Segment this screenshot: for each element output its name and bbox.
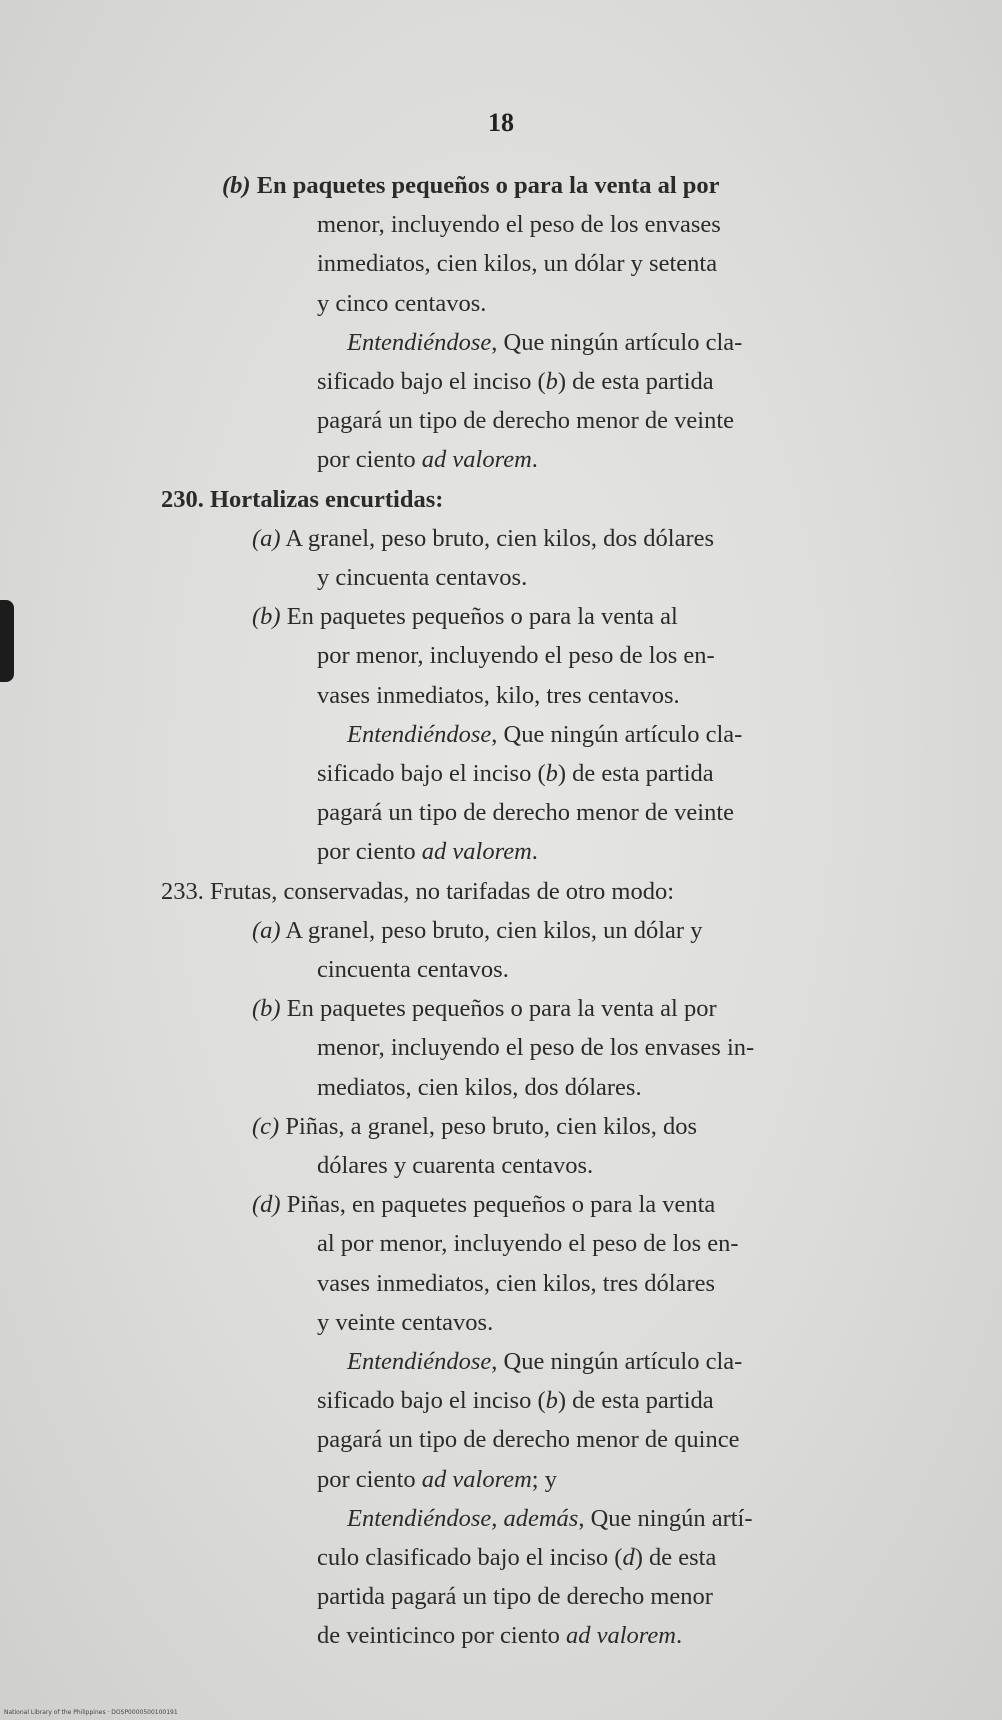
- text-segment: , Que ningún artículo cla-: [491, 329, 743, 356]
- text-segment: culo clasificado bajo el inciso (: [317, 1544, 623, 1571]
- text-segment: ad valorem: [566, 1622, 676, 1649]
- text-segment: (a): [252, 525, 281, 552]
- text-segment: de veinticinco por ciento: [317, 1622, 566, 1649]
- page-number: 18: [488, 108, 514, 137]
- text-line: [252, 995, 717, 1023]
- text-line: [252, 1113, 697, 1141]
- text-segment: (c): [252, 1113, 280, 1140]
- text-line: [317, 446, 538, 474]
- text-segment: En paquetes pequeños o para la venta al: [280, 603, 678, 630]
- text-segment: A granel, peso bruto, cien kilos, dos dólares: [280, 525, 715, 552]
- text-line: [347, 1505, 753, 1533]
- text-segment: A granel, peso bruto, cien kilos, un dólar y: [280, 917, 703, 944]
- text-segment: Entendiéndose: [347, 1348, 492, 1375]
- text-segment: y cinco centavos.: [317, 290, 487, 317]
- text-segment: inmediatos, cien kilos, un dólar y setenta: [317, 250, 718, 277]
- text-segment: mediatos, cien kilos, dos dólares.: [317, 1074, 642, 1101]
- text-segment: ) de esta partida: [557, 760, 714, 787]
- text-segment: (d): [252, 1191, 281, 1218]
- text-segment: sificado bajo el inciso (: [317, 368, 546, 395]
- text-segment: .: [531, 838, 538, 865]
- text-segment: En paquetes pequeños o para la venta al por: [280, 995, 717, 1022]
- text-line: [317, 1230, 739, 1258]
- text-segment: al por menor, incluyendo el peso de los en-: [317, 1230, 739, 1257]
- text-segment: Piñas, en paquetes pequeños o para la venta: [280, 1191, 716, 1218]
- text-segment: ad valorem: [421, 838, 532, 865]
- text-line: [317, 1544, 716, 1572]
- text-line: [222, 172, 720, 200]
- text-segment: vases inmediatos, kilo, tres centavos.: [317, 682, 680, 709]
- text-segment: y veinte centavos.: [317, 1309, 494, 1336]
- text-line: [317, 1466, 557, 1494]
- text-segment: Entendiéndose: [347, 721, 492, 748]
- text-segment: vases inmediatos, cien kilos, tres dólares: [317, 1270, 716, 1297]
- text-line: [347, 329, 742, 357]
- text-line: [317, 1270, 715, 1298]
- text-segment: , Que ningún artículo cla-: [491, 721, 743, 748]
- text-segment: 233. Frutas, conservadas, no tarifadas de otro modo:: [161, 878, 675, 905]
- text-segment: pagará un tipo de derecho menor de veinte: [317, 407, 735, 434]
- text-segment: ) de esta partida: [557, 368, 714, 395]
- library-footer: National Library of the Philippines · DOSP0000500100191: [4, 1709, 178, 1716]
- text-segment: (a): [252, 917, 281, 944]
- text-segment: ) de esta partida: [557, 1387, 714, 1414]
- text-segment: menor, incluyendo el peso de los envases: [317, 211, 721, 238]
- text-segment: sificado bajo el inciso (: [317, 1387, 546, 1414]
- text-segment: por ciento: [317, 446, 422, 473]
- text-line: [317, 799, 734, 827]
- text-line: [317, 760, 714, 788]
- text-line: [317, 250, 717, 278]
- text-segment: cincuenta centavos.: [317, 956, 509, 983]
- text-line: [317, 838, 538, 866]
- text-segment: sificado bajo el inciso (: [317, 760, 546, 787]
- text-segment: d: [622, 1544, 635, 1571]
- text-line: [317, 290, 486, 318]
- text-segment: y cincuenta centavos.: [317, 564, 528, 591]
- text-segment: pagará un tipo de derecho menor de veinte: [317, 799, 735, 826]
- text-line: [317, 211, 721, 239]
- text-line: [317, 1309, 493, 1337]
- text-line: [317, 642, 715, 670]
- text-line: [317, 682, 680, 710]
- text-line: [317, 1387, 714, 1415]
- text-line: [347, 721, 742, 749]
- text-segment: por menor, incluyendo el peso de los en-: [317, 642, 715, 669]
- text-line: [317, 956, 509, 984]
- text-segment: ad valorem: [421, 446, 532, 473]
- text-segment: b: [545, 368, 558, 395]
- text-line: [252, 603, 678, 631]
- text-segment: , Que ningún artí-: [578, 1505, 753, 1532]
- text-line: [252, 1191, 715, 1219]
- text-line: [317, 564, 527, 592]
- text-segment: dólares y cuarenta centavos.: [317, 1152, 594, 1179]
- text-segment: 230. Hortalizas encurtidas:: [161, 486, 444, 513]
- text-segment: partida pagará un tipo de derecho menor: [317, 1583, 713, 1610]
- text-line: [317, 1152, 593, 1180]
- text-segment: ) de esta: [634, 1544, 717, 1571]
- text-line: [317, 407, 734, 435]
- text-line: [317, 368, 714, 396]
- text-segment: menor, incluyendo el peso de los envases in-: [317, 1034, 755, 1061]
- text-line: [317, 1622, 682, 1650]
- text-segment: Entendiéndose, además: [347, 1505, 579, 1532]
- text-segment: b: [545, 760, 558, 787]
- text-segment: Piñas, a granel, peso bruto, cien kilos, dos: [279, 1113, 697, 1140]
- text-line: [317, 1583, 713, 1611]
- text-segment: (b): [252, 603, 281, 630]
- text-line: [161, 486, 443, 514]
- text-line: [252, 917, 702, 945]
- text-segment: En paquetes pequeños o para la venta al por: [250, 172, 720, 199]
- text-line: [252, 525, 714, 553]
- text-segment: pagará un tipo de derecho menor de quince: [317, 1426, 740, 1453]
- text-segment: .: [531, 446, 538, 473]
- text-segment: .: [676, 1622, 683, 1649]
- text-segment: Entendiéndose: [347, 329, 492, 356]
- text-segment: ; y: [531, 1466, 557, 1493]
- text-segment: (b): [222, 172, 251, 199]
- text-segment: por ciento: [317, 1466, 422, 1493]
- text-line: [317, 1426, 739, 1454]
- text-segment: , Que ningún artículo cla-: [491, 1348, 743, 1375]
- text-segment: ad valorem: [421, 1466, 532, 1493]
- text-line: [317, 1034, 754, 1062]
- text-line: [161, 878, 674, 906]
- binding-edge-mark: [0, 600, 14, 682]
- text-segment: (b): [252, 995, 281, 1022]
- text-line: [317, 1074, 642, 1102]
- text-line: [347, 1348, 742, 1376]
- text-segment: por ciento: [317, 838, 422, 865]
- text-segment: b: [545, 1387, 558, 1414]
